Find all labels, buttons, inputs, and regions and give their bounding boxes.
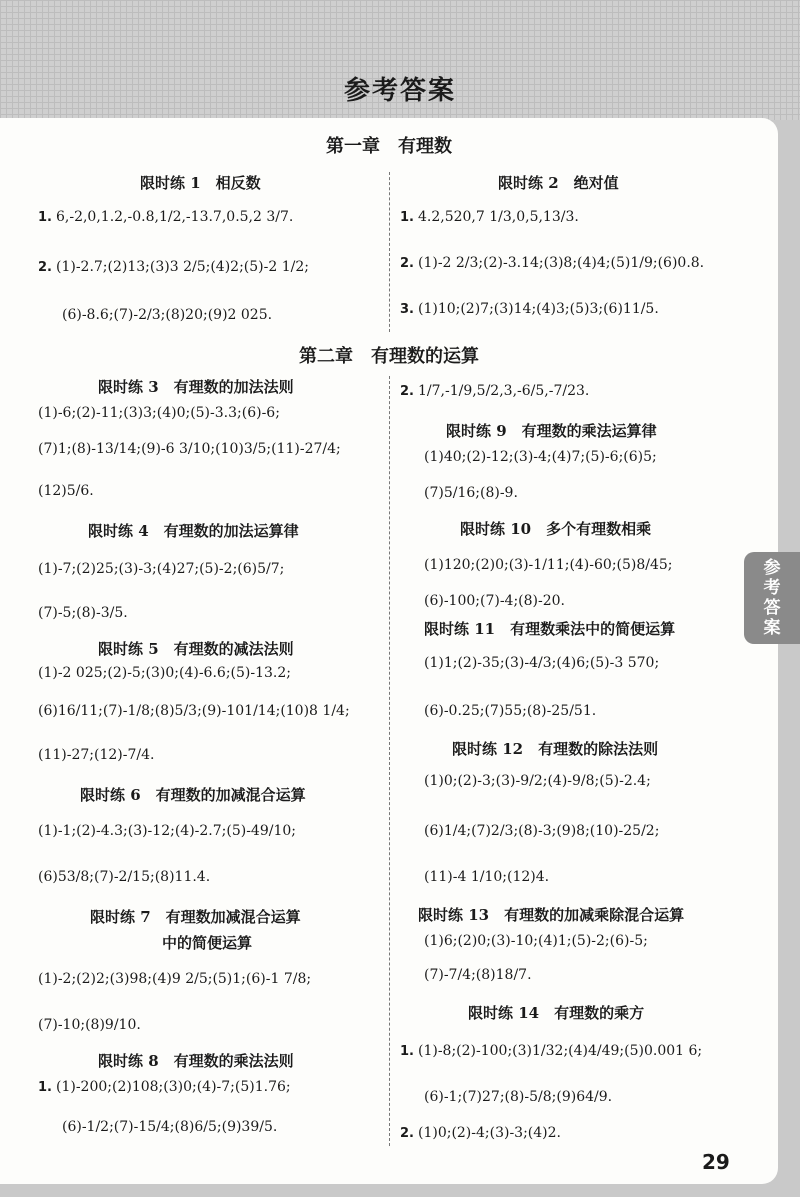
answer-line: (1)-2 025;(2)-5;(3)0;(4)-6.6;(5)-13.2; [38, 665, 291, 681]
section-10-title: 限时练 10 多个有理数相乘 [460, 520, 652, 538]
answer-line: (1)40;(2)-12;(3)-4;(4)7;(5)-6;(6)5; [424, 449, 657, 465]
side-tab-char: 参 [763, 558, 781, 578]
answer-line: (12)5/6. [38, 483, 94, 499]
answer-line: (7)-10;(8)9/10. [38, 1017, 141, 1033]
answer-line: (6)53/8;(7)-2/15;(8)11.4. [38, 869, 211, 885]
section-13-title: 限时练 13 有理数的加减乘除混合运算 [418, 906, 685, 924]
side-tab-char: 答 [763, 598, 781, 618]
side-tab-char: 考 [763, 578, 781, 598]
answer-line: 2. (1)-2.7;(2)13;(3)3 2/5;(4)2;(5)-2 1/2; [38, 259, 309, 275]
question-number: 3. [400, 302, 414, 317]
question-number: 2. [400, 256, 414, 271]
answer-line: (1)-6;(2)-11;(3)3;(4)0;(5)-3.3;(6)-6; [38, 405, 280, 421]
page-number: 29 [702, 1150, 730, 1174]
section-12-title: 限时练 12 有理数的除法法则 [452, 740, 659, 758]
question-number: 2. [400, 1126, 414, 1141]
section-8-title: 限时练 8 有理数的乘法法则 [98, 1052, 294, 1070]
answer-line: (11)-27;(12)-7/4. [38, 747, 155, 763]
section-6-title: 限时练 6 有理数的加减混合运算 [80, 786, 306, 804]
answer-line: (6)-1;(7)27;(8)-5/8;(9)64/9. [424, 1089, 613, 1105]
question-number: 1. [38, 210, 52, 225]
column-divider [389, 376, 390, 1146]
section-7-subtitle: 中的简便运算 [162, 934, 253, 952]
section-14-title: 限时练 14 有理数的乘方 [468, 1004, 645, 1022]
answer-line: (7)1;(8)-13/14;(9)-6 3/10;(10)3/5;(11)-27/4; [38, 441, 341, 457]
answer-line: (6)-0.25;(7)55;(8)-25/51. [424, 703, 597, 719]
answer-line: (1)0;(2)-3;(3)-9/2;(4)-9/8;(5)-2.4; [424, 773, 651, 789]
page-title: 参考答案 [343, 76, 456, 106]
question-number: 1. [38, 1080, 52, 1095]
section-2-title: 限时练 2 绝对值 [498, 174, 619, 192]
answer-line: (6)-1/2;(7)-15/4;(8)6/5;(9)39/5. [62, 1119, 278, 1135]
answer-line: 1. 6,-2,0,1.2,-0.8,1/2,-13.7,0.5,2 3/7. [38, 209, 294, 225]
answer-line: (11)-4 1/10;(12)4. [424, 869, 550, 885]
answer-line: (1)-7;(2)25;(3)-3;(4)27;(5)-2;(6)5/7; [38, 561, 285, 577]
answer-line: 1. 4.2,520,7 1/3,0,5,13/3. [400, 209, 579, 225]
answer-line: 3. (1)10;(2)7;(3)14;(4)3;(5)3;(6)11/5. [400, 301, 659, 317]
question-number: 1. [400, 210, 414, 225]
answer-line: (7)5/16;(8)-9. [424, 485, 518, 501]
side-tab-char: 案 [763, 618, 781, 638]
chapter-2-title: 第二章 有理数的运算 [299, 346, 479, 367]
question-number: 2. [38, 260, 52, 275]
chapter-1-title: 第一章 有理数 [326, 136, 452, 157]
question-number: 2. [400, 384, 414, 399]
section-5-title: 限时练 5 有理数的减法法则 [98, 640, 294, 658]
answer-line: (6)1/4;(7)2/3;(8)-3;(9)8;(10)-25/2; [424, 823, 660, 839]
section-4-title: 限时练 4 有理数的加法运算律 [88, 522, 299, 540]
answer-line: 2. (1)0;(2)-4;(3)-3;(4)2. [400, 1125, 561, 1141]
section-9-title: 限时练 9 有理数的乘法运算律 [446, 422, 657, 440]
answer-line: (1)-2;(2)2;(3)98;(4)9 2/5;(5)1;(6)-1 7/8; [38, 971, 312, 987]
answer-line: (1)120;(2)0;(3)-1/11;(4)-60;(5)8/45; [424, 557, 673, 573]
answer-line: (1)6;(2)0;(3)-10;(4)1;(5)-2;(6)-5; [424, 933, 648, 949]
answer-line: (6)16/11;(7)-1/8;(8)5/3;(9)-101/14;(10)8 1/4; [38, 703, 350, 719]
section-11-title: 限时练 11 有理数乘法中的简便运算 [424, 620, 676, 638]
answer-line: (7)-5;(8)-3/5. [38, 605, 128, 621]
section-1-title: 限时练 1 相反数 [140, 174, 261, 192]
answer-line: 1. (1)-8;(2)-100;(3)1/32;(4)4/49;(5)0.001 6; [400, 1043, 703, 1059]
answer-line: 2. (1)-2 2/3;(2)-3.14;(3)8;(4)4;(5)1/9;(6)0.8. [400, 255, 705, 271]
answer-line: (1)-1;(2)-4.3;(3)-12;(4)-2.7;(5)-49/10; [38, 823, 296, 839]
answer-line: (6)-8.6;(7)-2/3;(8)20;(9)2 025. [62, 307, 273, 323]
answer-line: (7)-7/4;(8)18/7. [424, 967, 532, 983]
side-tab[interactable] [744, 552, 800, 644]
section-7-title: 限时练 7 有理数加减混合运算 [90, 908, 301, 926]
question-number: 1. [400, 1044, 414, 1059]
answer-line: (1)1;(2)-35;(3)-4/3;(4)6;(5)-3 570; [424, 655, 660, 671]
answer-line: (6)-100;(7)-4;(8)-20. [424, 593, 566, 609]
answer-line: 1. (1)-200;(2)108;(3)0;(4)-7;(5)1.76; [38, 1079, 291, 1095]
section-3-title: 限时练 3 有理数的加法法则 [98, 378, 294, 396]
column-divider [389, 172, 390, 332]
answer-line: 2. 1/7,-1/9,5/2,3,-6/5,-7/23. [400, 383, 590, 399]
